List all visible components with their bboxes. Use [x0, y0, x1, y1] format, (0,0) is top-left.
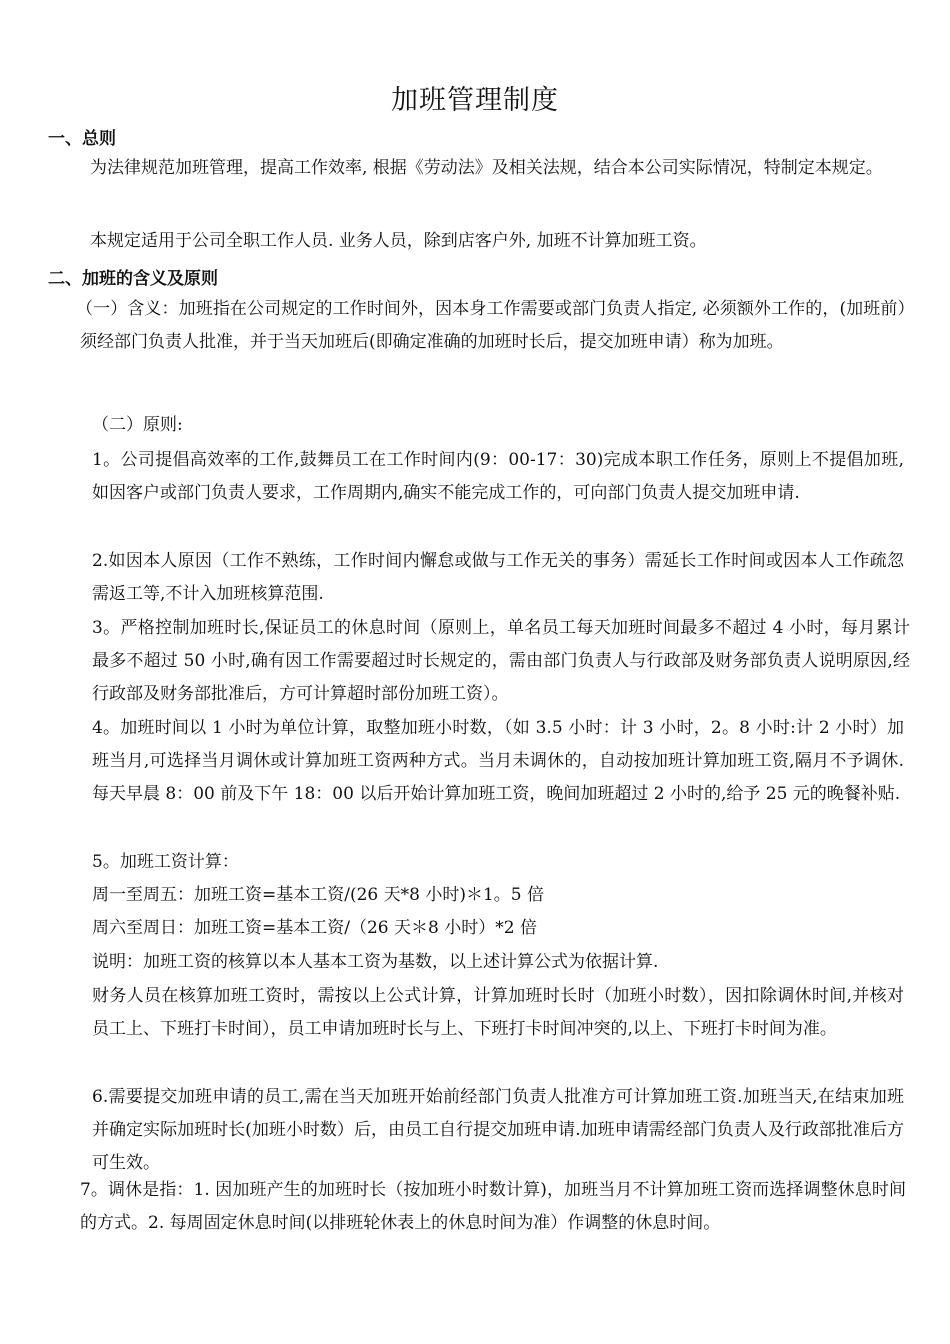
principle-label: （二）原则:	[92, 415, 183, 435]
principle-item-6: 6.需要提交加班申请的员工,需在当天加班开始前经部门负责人批准方可计算加班工资.加班当天,在结束加班并确定实际加班时长(加班小时数）后，由员工自行提交加班申请.加班申请需经部门负责人及行政部批准后方可生效。	[92, 1087, 904, 1173]
principle-item-7: 7。调休是指：1. 因加班产生的加班时长（按加班小时数计算)，加班当月不计算加班工资而选择调整休息时间的方式。2. 每周固定休息时间(以排班轮休表上的休息时间为准）作调整的休息时间。	[80, 1180, 906, 1233]
formula-note: 说明：加班工资的核算以本人基本工资为基数，以上述计算公式为依据计算.	[92, 952, 659, 972]
section-heading-general: 一、总则	[48, 129, 116, 149]
weekend-formula: 周六至周日：加班工资=基本工资/（26 天＊8 小时）*2 倍	[92, 918, 537, 938]
principle-item-5-label: 5。加班工资计算：	[92, 852, 239, 872]
principle-item-1: 1。公司提倡高效率的工作,鼓舞员工在工作时间内(9：00-17：30)完成本职工作任务，原则上不提倡加班,如因客户或部门负责人要求，工作周期内,确实不能完成工作的，可向部门负责人提交加班申请.	[92, 450, 904, 503]
principle-item-3: 3。严格控制加班时长,保证员工的休息时间（原则上，单名员工每天加班时间最多不超过 4 小时，每月累计最多不超过 50 小时,确有因工作需要超过时长规定的，需由部门负责人与行政部及财务部负责人说明原因,经行政部及财务部批准后，方可计算超时部份加班工资）。	[92, 618, 910, 704]
finance-note: 财务人员在核算加班工资时，需按以上公式计算，计算加班时长时（加班小时数），因扣除调休时间,并核对员工上、下班打卡时间），员工申请加班时长与上、下班打卡时间冲突的,以上、下班打卡时间为准。	[92, 986, 904, 1039]
weekday-formula: 周一至周五：加班工资=基本工资/(26 天*8 小时)＊1。5 倍	[92, 885, 545, 905]
paragraph-meaning: （一）含义：加班指在公司规定的工作时间外，因本身工作需要或部门负责人指定, 必须额外工作的，(加班前）须经部门负责人批准，并于当天加班后(即确定准确的加班时长后，提交加班申请）称为加班。	[76, 299, 906, 352]
principle-item-2: 2.如因本人原因（工作不熟练，工作时间内懈怠或做与工作无关的事务）需延长工作时间或因本人工作疏忽需返工等,不计入加班核算范围.	[92, 551, 904, 604]
section-heading-principles: 二、加班的含义及原则	[48, 269, 218, 289]
principle-item-4: 4。加班时间以 1 小时为单位计算，取整加班小时数，（如 3.5 小时：计 3 小时，2。8 小时:计 2 小时）加班当月,可选择当月调休或计算加班工资两种方式。当月未调休的，自动按加班计算加班工资,隔月不予调休.每天早晨 8：00 前及下午 18：00 以后开始计算加班工资，晚间加班超过 2 小时的,给予 25 元的晚餐补贴.	[92, 718, 904, 804]
paragraph-purpose: 为法律规范加班管理，提高工作效率, 根据《劳动法》及相关法规，结合本公司实际情况，特制定本规定。	[90, 158, 883, 178]
page-title: 加班管理制度	[391, 85, 559, 116]
paragraph-scope: 本规定适用于公司全职工作人员. 业务人员，除到店客户外, 加班不计算加班工资。	[90, 231, 707, 251]
